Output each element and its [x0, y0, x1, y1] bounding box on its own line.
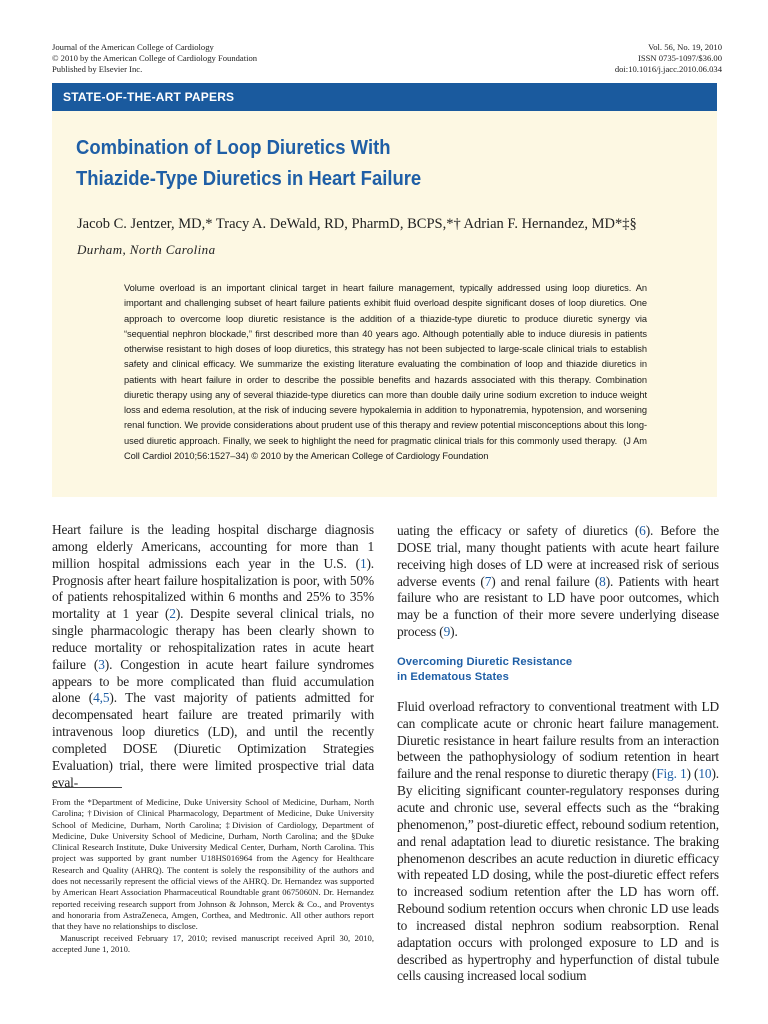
text-run: ) (: [686, 766, 699, 782]
abstract: [124, 281, 647, 464]
abstract-citation: (J Am Coll Cardiol 2010;56:1527–34) © 2010 by the American College of Cardiology Foundation: [124, 435, 648, 461]
text-run: ). Patients with heart failure who are resistant to LD have poor outcomes, which may be a function of their more severe underlying disease process (: [397, 573, 719, 640]
text-run: Heart failure is the leading hospital discharge diagnosis among elderly Americans, accounting for more than 1 million hospital admissions each year in the U.S. (: [52, 522, 374, 571]
volume-line: Vol. 56, No. 19, 2010: [648, 42, 722, 52]
reference-link[interactable]: 3: [98, 656, 105, 672]
affiliations-footnote: From the *Department of Medicine, Duke University School of Medicine, Durham, North Carolina; †Division of Clinical Pharmacology, Department of Medicine, Duke University School of Medicine, Durham, North Carolina; ‡Division of Cardiology, Department of Medicine, Duke University School of Medicine, Durham, North Carolina; and the §Duke Clinical Research Institute, Duke University Medical Center, Durham, North Carolina. This project was supported by grant number U18HS016964 from the Agency for Healthcare Research and Quality (AHRQ). The content is solely the responsibility of the authors and does not necessarily represent the official views of the AHRQ. Dr. Hernandez was supported by American Heart Association Pharmaceutical Roundtable grant 0675060N. Dr. Hernandez reported receiving research support from Johnson & Johnson, Merck & Co., and Proventys and honoraria from AstraZeneca, Amgen, Corthea, and Medtronic. All other authors report that they have no relationships to disclose.: [52, 797, 374, 932]
copyright-line: © 2010 by the American College of Cardiology Foundation: [52, 52, 258, 63]
author-list: Jacob C. Jentzer, MD,* Tracy A. DeWald, RD, PharmD, BCPS,*† Adrian F. Hernandez, MD*‡§: [77, 216, 637, 232]
section-banner: STATE-OF-THE-ART PAPERS: [52, 83, 717, 111]
continued-paragraph: [397, 523, 719, 641]
manuscript-dates: Manuscript received February 17, 2010; revised manuscript received April 30, 2010, accepted June 1, 2010.: [52, 932, 374, 954]
article-title: [76, 132, 616, 194]
figure-link[interactable]: Fig. 1: [656, 766, 687, 782]
body-column-right: [397, 523, 719, 985]
section-heading: [397, 655, 719, 686]
reference-link[interactable]: 7: [484, 573, 492, 589]
affiliation: Durham, North Carolina: [77, 242, 216, 257]
intro-paragraph: [52, 522, 374, 792]
issn-line: ISSN 0735-1097/$36.00: [637, 52, 722, 63]
reference-link[interactable]: 10: [698, 766, 712, 782]
footnote-rule: [52, 787, 122, 788]
title-line-1: Combination of Loop Diuretics With: [76, 136, 391, 159]
section-heading-line-1: Overcoming Diuretic Resistance: [397, 655, 573, 668]
doi-line: doi:10.1016/j.jacc.2010.06.034: [614, 63, 722, 74]
text-run: ).: [450, 624, 458, 640]
reference-link[interactable]: 9: [443, 624, 451, 640]
title-line-2: Thiazide-Type Diuretics in Heart Failure: [76, 167, 422, 190]
text-run: Fluid overload refractory to conventional treatment with LD can complicate acute or chronic heart failure management. Diuretic resistance in heart failure results from an interaction between the pathophysiology of sodium retention in heart failure and the renal response to diuretic therapy (: [397, 698, 719, 782]
abstract-text: Volume overload is an important clinical target in heart failure management, typically addressed using loop diuretics. An important and challenging subset of heart failure patients exhibit fluid overload despite significant doses of loop diuretics. One approach to overcome loop diuretic resistance is the addition of a thiazide-type diuretic to produce diuretic synergy via “sequential nephron blockade,” first described more than 40 years ago. Although potentially able to induce diuresis in patients otherwise resistant to high doses of loop diuretics, this strategy has not been subjected to large-scale clinical trials to establish safety and clinical efficacy. We summarize the existing literature evaluating the combination of loop and thiazide diuretics in patients with heart failure in order to describe the possible benefits and hazards associated with this therapy. Combination diuretic therapy using any of several thiazide-type diuretics can more than double daily urine sodium excretion to induce weight loss and edema resolution, at the risk of inducing severe hypokalemia in addition to hyponatremia, hypotension, and worsening renal function. We provide considerations about prudent use of this therapy and review potential misconceptions about this long-used diuretic approach. Finally, we seek to highlight the need for pragmatic clinical trials for this commonly used therapy.: [124, 283, 647, 446]
diuretic-resistance-paragraph: [397, 699, 719, 985]
journal-header: [52, 42, 257, 74]
reference-link[interactable]: 8: [599, 573, 606, 589]
body-column-left: [52, 522, 374, 792]
reference-link[interactable]: 6: [639, 523, 646, 538]
text-run: ). Despite several clinical trials, no single pharmacologic therapy has been clearly shown to reduce mortality or rehospitalization rates in acute heart failure (: [52, 606, 374, 672]
text-run: ). Before the DOSE trial, many thought patients with acute heart failure receiving high doses of LD were at increased risk of serious adverse events (: [397, 523, 719, 589]
reference-link[interactable]: 1: [359, 555, 367, 571]
text-run: ). By eliciting significant counter-regulatory responses during acute and chronic use, several effects such as the “braking phenomenon,” post-diuretic effect, rebound sodium retention, and renal adaptation lead to diuretic resistance. The braking phenomenon describes an acute reduction in diuretic efficacy with repeated LD dosing, while the post-diuretic effect refers to increased sodium retention after the LD has worn off. Rebound sodium retention occurs when chronic LD use leads to increased distal nephron sodium reabsorption. Renal adaptation occurs with prolonged exposure to LD and is described as hypertrophy and hyperfunction of distal tubule cells causing increased local sodium: [397, 766, 719, 984]
publisher-line: Published by Elsevier Inc.: [52, 63, 143, 74]
issue-info: [615, 42, 722, 74]
reference-link[interactable]: 2: [169, 606, 176, 622]
text-run: ). Prognosis after heart failure hospitalization is poor, with 50% of patients rehospitalized within 6 months and 25% to 35% mortality at 1 year (: [52, 555, 374, 622]
footnote: [52, 797, 374, 955]
section-heading-line-2: in Edematous States: [397, 671, 509, 684]
text-run: ). The vast majority of patients admitted for decompensated heart failure are treated primarily with intravenous loop diuretics (LD), and until the recently completed DOSE (Diuretic Optimization Strategies Evaluation) trial, there were limited prospective trial data eval-: [52, 690, 374, 790]
text-run: ). Congestion in acute heart failure syndromes appears to be more complicated than fluid accumulation alone (: [52, 656, 374, 706]
text-run: uating the efficacy or safety of diuretics (: [397, 523, 640, 538]
reference-link[interactable]: 4,5: [93, 690, 110, 706]
text-run: ) and renal failure (: [491, 573, 600, 589]
journal-name: Journal of the American College of Cardiology: [52, 42, 214, 52]
